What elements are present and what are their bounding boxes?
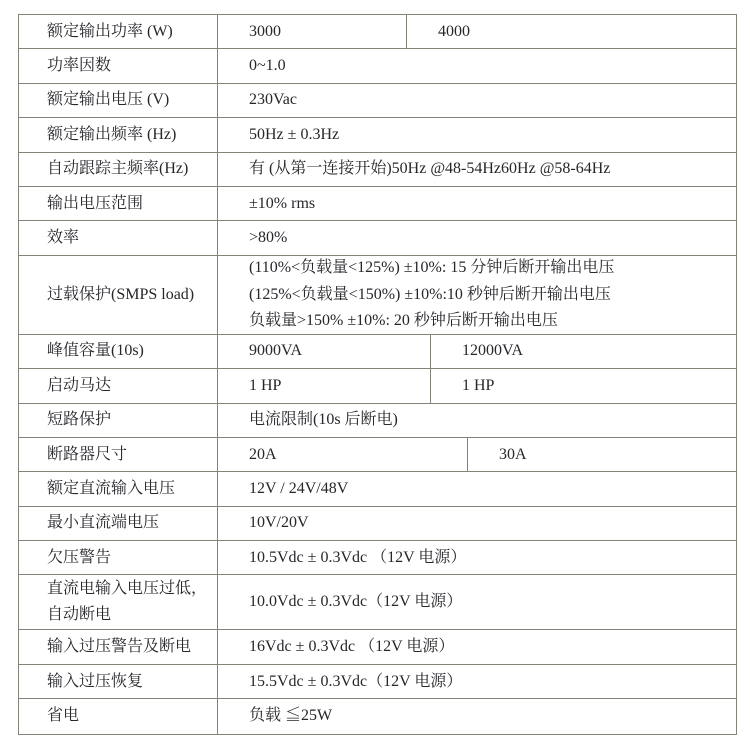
value-text: 10V/20V [249,514,309,532]
label-text: 额定输出功率 (W) [47,22,173,40]
spec-value-model-b [468,438,736,471]
label-text: 短路保护 [47,411,112,429]
spec-value [218,84,736,117]
spec-value [218,665,736,698]
label-text: 峰值容量(10s) [47,342,144,360]
table-row-input-overvoltage-warning-cutoff [19,630,736,664]
spec-label [19,665,218,698]
value-text: 16Vdc ± 0.3Vdc （12V 电源） [249,638,455,656]
table-row-power-factor [19,49,736,83]
table-row-rated-output-frequency [19,118,736,152]
spec-label [19,438,218,471]
spec-label [19,404,218,437]
value-text: 12000VA [462,342,524,360]
label-text: 断路器尺寸 [47,445,128,463]
table-row-surge-capacity [19,335,736,369]
label-text: 额定输出频率 (Hz) [47,125,177,143]
value-text: 4000 [438,22,470,40]
value-text: 15.5Vdc ± 0.3Vdc（12V 电源） [249,672,463,690]
spec-value [218,256,736,334]
spec-value-model-a [218,438,468,471]
spec-label [19,630,218,663]
table-row-auto-track-mains-frequency [19,153,736,187]
specification-table [18,14,737,735]
spec-value [218,472,736,505]
label-text: 输入过压恢复 [47,672,144,690]
spec-label [19,472,218,505]
table-row-undervoltage-warning [19,541,736,575]
table-row-rated-output-voltage [19,84,736,118]
label-text: 输入过压警告及断电 [47,638,192,656]
value-text: >80% [249,229,288,247]
spec-value-model-b [431,369,736,402]
table-row-efficiency [19,221,736,255]
spec-label [19,335,218,368]
spec-value [218,404,736,437]
value-text: 10.5Vdc ± 0.3Vdc （12V 电源） [249,548,467,566]
value-text: 0~1.0 [249,57,286,75]
table-row-breaker-size [19,438,736,472]
spec-label [19,369,218,402]
table-row-output-voltage-range [19,187,736,221]
spec-value [218,221,736,254]
table-row-min-dc-terminal-voltage [19,507,736,541]
spec-value-model-a [218,15,407,48]
value-line-1: (110%<负载量<125%) ±10%: 15 分钟后断开输出电压 [249,259,615,277]
table-row-rated-dc-input-voltage [19,472,736,506]
table-row-short-circuit-protection [19,404,736,438]
value-text: 30A [499,445,527,463]
value-text: 3000 [249,22,281,40]
spec-value [218,630,736,663]
spec-value [218,153,736,186]
spec-label [19,699,218,733]
label-text: 过载保护(SMPS load) [47,285,195,303]
table-row-motor-start [19,369,736,403]
spec-label [19,15,218,48]
label-text: 欠压警告 [47,548,112,566]
spec-label [19,507,218,540]
table-row-power-saving [19,699,736,733]
spec-value [218,575,736,629]
value-text: ±10% rms [249,194,316,212]
spec-value [218,49,736,82]
table-row-rated-output-power [19,15,736,49]
label-text: 自动跟踪主频率(Hz) [47,160,189,178]
spec-value-model-a [218,335,431,368]
label-text: 功率因数 [47,57,112,75]
spec-value-model-b [431,335,736,368]
value-text: 50Hz ± 0.3Hz [249,125,340,143]
value-text: 20A [249,445,277,463]
value-text: 负载 ≦25W [249,707,333,725]
value-text: 230Vac [249,91,297,109]
label-text: 启动马达 [47,376,112,394]
label-text: 额定直流输入电压 [47,479,176,497]
value-text: 电流限制(10s 后断电) [249,411,398,429]
value-text: 有 (从第一连接开始)50Hz @48-54Hz60Hz @58-64Hz [249,160,611,178]
label-text: 额定输出电压 (V) [47,91,170,109]
value-text: 9000VA [249,342,303,360]
label-text: 省电 [47,707,80,725]
label-text: 效率 [47,229,80,247]
spec-label [19,84,218,117]
spec-value [218,507,736,540]
spec-label [19,256,218,334]
label-text: 最小直流端电压 [47,514,160,532]
value-text: 10.0Vdc ± 0.3Vdc（12V 电源） [249,593,463,611]
table-row-dc-input-low-auto-cutoff [19,575,736,630]
spec-label [19,221,218,254]
spec-value [218,187,736,220]
value-text: 1 HP [249,376,282,394]
value-text: 1 HP [462,376,495,394]
table-row-overload-protection [19,256,736,335]
value-line-3: 负载量>150% ±10%: 20 秒钟后断开输出电压 [249,311,558,329]
spec-label [19,187,218,220]
table-row-input-overvoltage-recovery [19,665,736,699]
spec-label [19,118,218,151]
spec-value [218,699,736,733]
spec-label [19,153,218,186]
spec-label [19,575,218,629]
spec-value [218,118,736,151]
spec-label [19,541,218,574]
spec-value-model-b [407,15,736,48]
spec-label [19,49,218,82]
value-text: 12V / 24V/48V [249,479,349,497]
value-line-2: (125%<负载量<150%) ±10%:10 秒钟后断开输出电压 [249,285,611,303]
spec-value [218,541,736,574]
label-text: 直流电输入电压过低，自动断电 [47,580,208,624]
spec-value-model-a [218,369,431,402]
label-text: 输出电压范围 [47,194,144,212]
